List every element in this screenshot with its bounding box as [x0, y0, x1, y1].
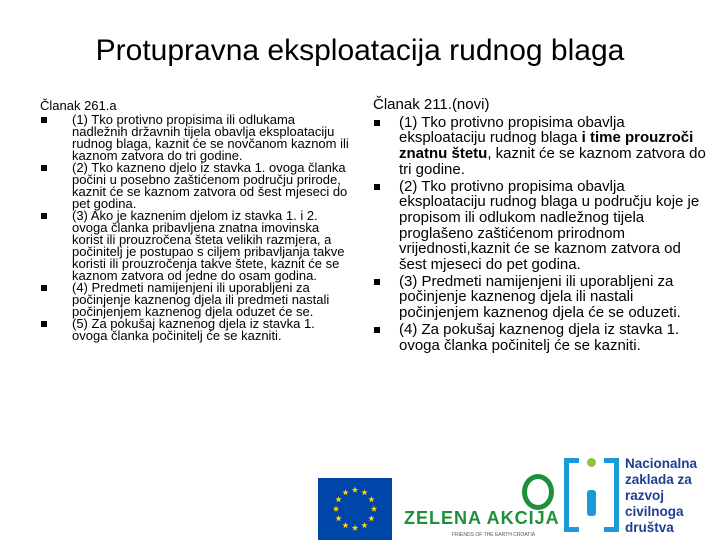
list-item: (1) Tko protivno propisima ili odlukama nadležnih državnih tijela obavlja eksploataciju rudnog blaga, kaznit će se novčanom kaznom ili kaznom zatvora do tri godine.	[40, 114, 352, 162]
list-item: (2) Tko kazneno djelo iz stavka 1. ovoga članka počini u posebno zaštićenom području prirode, kaznit će se kaznom zatvora od šest mjeseci do pet godina.	[40, 162, 352, 210]
square-bullet-icon	[41, 165, 47, 171]
list-item: (2) Tko protivno propisima obavlja eksploataciju rudnog blaga u području koje je propisom ili odlukom nadležnog tijela proglašeno zaštićenom prirodnom vrijednosti,kaznit će se kaznom zatvora od šest mjeseci do pet godina.	[373, 179, 708, 273]
square-bullet-icon	[41, 285, 47, 291]
star-icon	[371, 506, 377, 512]
zelena-akcija-logo	[400, 462, 560, 540]
zelena-akcija-subtitle: FRIENDS OF THE EARTH CROATIA	[452, 532, 536, 538]
right-list	[373, 115, 708, 354]
star-icon	[361, 522, 367, 528]
nacionalna-zaklada-name: Nacionalna zaklada za razvoj civilnoga društva	[625, 456, 698, 535]
left-column	[40, 100, 352, 342]
square-bullet-icon	[374, 327, 380, 333]
star-icon	[335, 515, 341, 521]
square-bullet-icon	[374, 184, 380, 190]
star-icon	[361, 489, 367, 495]
star-icon	[352, 487, 358, 493]
right-column	[373, 97, 708, 353]
bracket-left-icon	[564, 458, 579, 532]
star-icon	[342, 522, 348, 528]
bar-icon	[587, 490, 596, 516]
star-icon	[368, 496, 374, 502]
star-icon	[368, 515, 374, 521]
eu-stars-icon	[318, 478, 392, 540]
square-bullet-icon	[374, 120, 380, 126]
list-item: (3) Ako je kaznenim djelom iz stavka 1. i 2. ovoga članka pribavljena znatna imovinska korist ili prouzročena šteta velikih razmjera, a počinitelj je postupao s ciljem pribavljanja takve koristi ili prouzročenja takve štete, kaznit će se kaznom zatvora od jedne do osam godina.	[40, 210, 352, 282]
ring-icon	[522, 474, 554, 510]
left-list	[40, 114, 352, 342]
list-item: (1) Tko protivno propisima obavlja eksploataciju rudnog blaga i time prouzroči znatnu štetu, kaznit će se kaznom zatvora do tri godine.	[373, 115, 708, 178]
slide-title: Protupravna eksploatacija rudnog blaga	[95, 34, 625, 67]
left-heading: Članak 261.a	[40, 98, 117, 113]
eu-flag-logo	[318, 478, 392, 540]
right-heading: Članak 211.(novi)	[373, 96, 490, 113]
dot-icon	[587, 458, 596, 467]
square-bullet-icon	[374, 279, 380, 285]
star-icon	[335, 496, 341, 502]
zelena-akcija-wordmark: ZELENA AKCIJA	[404, 508, 560, 528]
bracket-right-icon	[604, 458, 619, 532]
square-bullet-icon	[41, 117, 47, 123]
list-item: (4) Za pokušaj kaznenog djela iz stavka 1. ovoga članka počinitelj će se kazniti.	[373, 322, 708, 353]
nacionalna-zaklada-logo	[560, 450, 720, 540]
star-icon	[333, 506, 339, 512]
emphasis-text: i time prouzroči znatnu štetu	[399, 129, 694, 163]
square-bullet-icon	[41, 213, 47, 219]
star-icon	[342, 489, 348, 495]
list-item: (3) Predmeti namijenjeni ili uporabljeni za počinjenje kaznenog djela ili nastali počinjenjem kaznenog djela će se oduzeti.	[373, 274, 708, 321]
square-bullet-icon	[41, 321, 47, 327]
star-icon	[352, 525, 358, 531]
list-item: (5) Za pokušaj kaznenog djela iz stavka 1. ovoga članka počinitelj će se kazniti.	[40, 318, 352, 342]
list-item: (4) Predmeti namijenjeni ili uporabljeni za počinjenje kaznenog djela ili predmeti nastali počinjenjem kaznenog djela oduzet će se.	[40, 282, 352, 318]
